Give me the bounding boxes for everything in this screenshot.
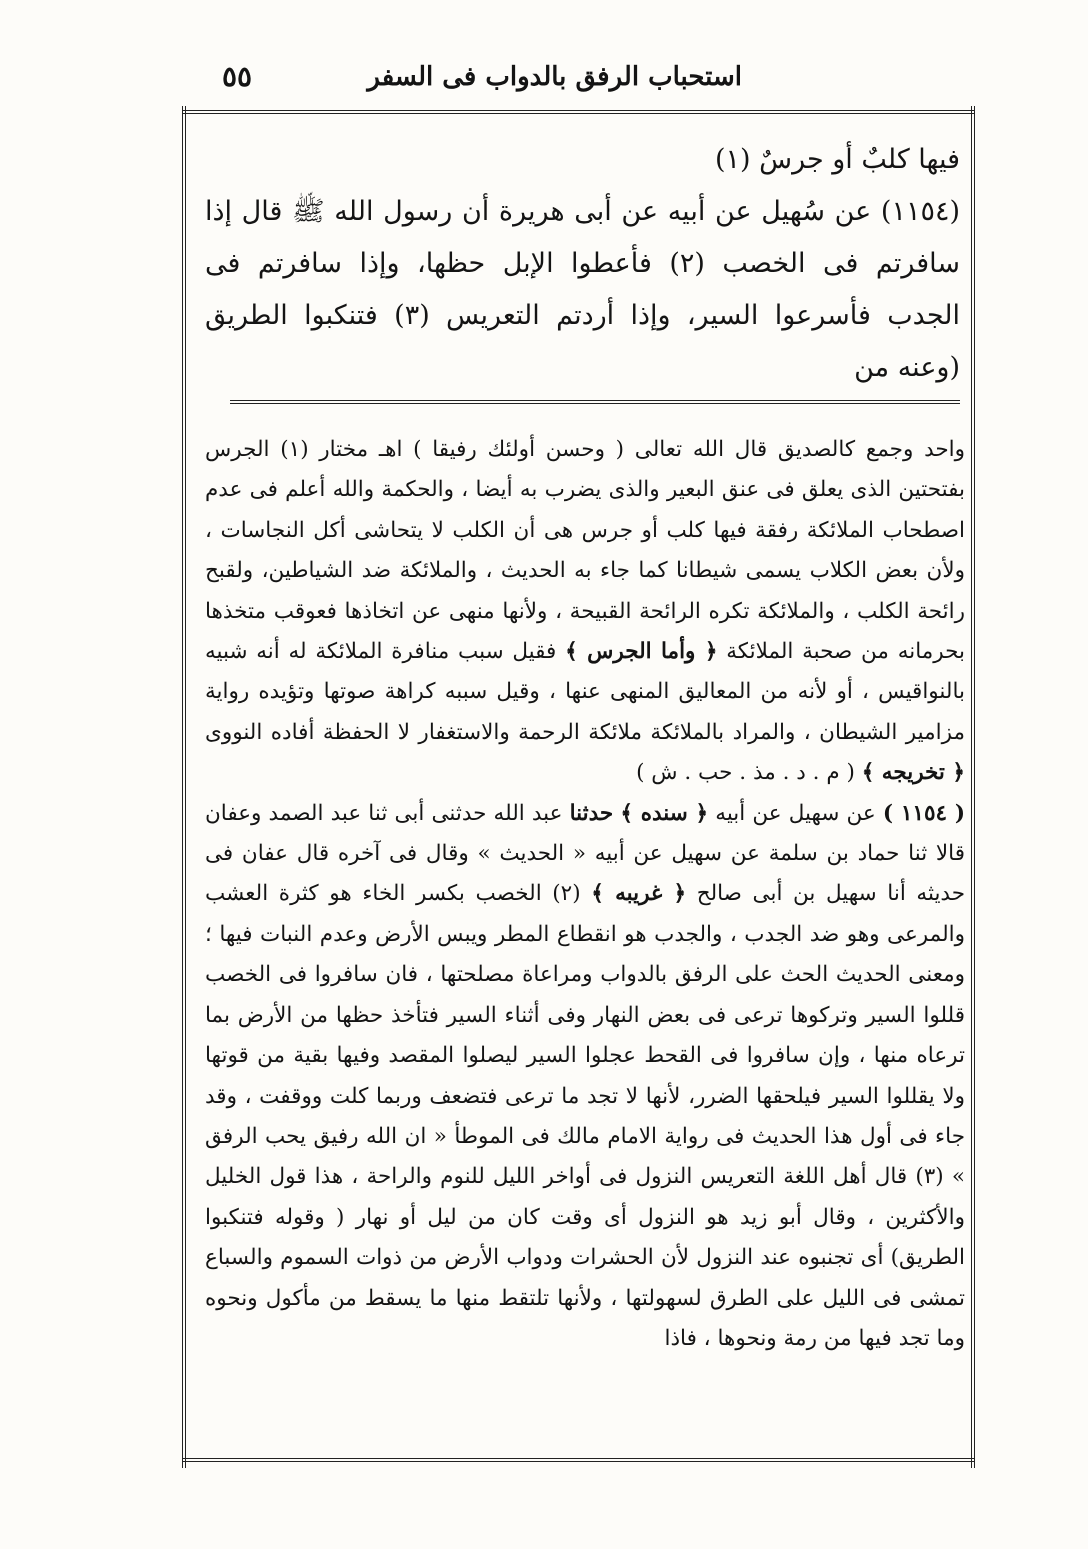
commentary-paragraph-1 xyxy=(205,430,965,794)
commentary-text: عبد الله حدثنى أبى ثنا عبد الصمد وعفان قالا ثنا حماد بن سلمة عن سهيل عن أبيه « الحديث » وقال فى آخره قال عفان فى حديثه أنا سهيل بن أبى صالح xyxy=(205,800,966,907)
commentary-text: ( م . د . مذ . حب . ش ) xyxy=(636,760,855,786)
hadith-continuation: فيها كلبٌ أو جرسٌ (١) xyxy=(714,144,960,175)
commentary xyxy=(205,430,965,1359)
commentary-text: (٢) الخصب بكسر الخاء هو كثرة العشب والمرعى وهو ضد الجدب ، والجدب هو انقطاع المطر ويبس الأرض وعدم النبات فيها ؛ ومعنى الحديث الحث على الرفق بالدواب ومراعاة مصلحتها ، فان سافروا فى الخصب قللوا السير وتركوها ترعى فى بعض النهار وفى أثناء السير فتأخذ حظها من الأرض بما ترعاه منها ، وإن سافروا فى القحط عجلوا السير ليصلوا المقصد وفيها بقية من قوتها ولا يقللوا السير فيلحقها الضرر، لأنها لا تجد ما ترعى فتضعف وربما كلت ووقفت ، وقد جاء فى أول هذا الحديث فى رواية الامام مالك فى الموطأ « ان الله رفيق يحب الرفق » (٣) قال أهل اللغة التعريس النزول فى أواخر الليل للنوم والراحة ، هذا قول الخليل والأكثرين ، وقال أبو زيد هو النزول أى وقت كان من ليل أو نهار ( وقوله فتنكبوا الطريق) أى تجنبوه عند النزول لأن الحشرات ودواب الأرض من ذوات السموم والسباع تمشى فى الليل على الطرق لسهولتها ، ولأنها تلتقط منها ما يسقط من مأكول ونحوه وما تجد فيها من رمة ونحوها ، فاذا xyxy=(205,881,965,1351)
section-marker: ﴿ تخريجه ﴾ xyxy=(861,760,965,786)
section-marker: ﴿ غريبه ﴾ xyxy=(591,881,687,907)
commentary-text: عن سهيل عن أبيه xyxy=(715,800,876,826)
section-marker: حدثنا xyxy=(569,800,614,826)
hadith-number: ( ١١٥٤ ) xyxy=(882,800,965,826)
separator-rule xyxy=(230,400,960,404)
page-number: ٥٥ xyxy=(222,60,253,93)
section-marker: ﴿ وأما الجرس ﴾ xyxy=(565,639,718,665)
running-title: استحباب الرفق بالدواب فى السفر xyxy=(367,62,742,92)
bottom-rule xyxy=(182,1458,975,1462)
top-rule xyxy=(182,110,975,114)
page-header xyxy=(182,58,972,102)
commentary-text: فقيل سبب منافرة الملائكة له أنه شبيه بالنواقيس ، أو لأنه من المعاليق المنهى عنها ، وقيل سببه كراهة صوتها وتؤيده رواية مزامير الشيطان ، والمراد بالملائكة ملائكة الرحمة والاستغفار لا الحفظة أفاده النووى xyxy=(205,639,965,745)
hadith-text xyxy=(205,134,960,394)
section-marker: ﴿ سنده ﴾ xyxy=(620,800,709,826)
commentary-paragraph-2 xyxy=(205,794,965,1360)
hadith-body: (١١٥٤) عن سُهيل عن أبيه عن أبى هريرة أن رسول الله ﷺ قال إذا سافرتم فى الخصب (٢) فأعطوا الإبل حظها، وإذا سافرتم فى الجدب فأسرعوا السير، وإذا أردتم التعريس (٣) فتنكبوا الطريق (وعنه من xyxy=(205,196,960,383)
commentary-text: واحد وجمع كالصديق قال الله تعالى ( وحسن أولئك رفيقا ) اهـ مختار (١) الجرس بفتحتين الذى يعلق فى عنق البعير والذى يضرب به أيضا ، والحكمة والله أعلم فى عدم اصطحاب الملائكة رفقة فيها كلب أو جرس هى أن الكلب لا يتحاشى أكل النجاسات ، ولأن بعض الكلاب يسمى شيطانا كما جاء به الحديث ، والملائكة ضد الشياطين، ولقبح رائحة الكلب ، والملائكة تكره الرائحة القبيحة ، ولأنها منهى عن اتخاذها فعوقب متخذها بحرمانه من صحبة الملائكة xyxy=(205,437,966,665)
